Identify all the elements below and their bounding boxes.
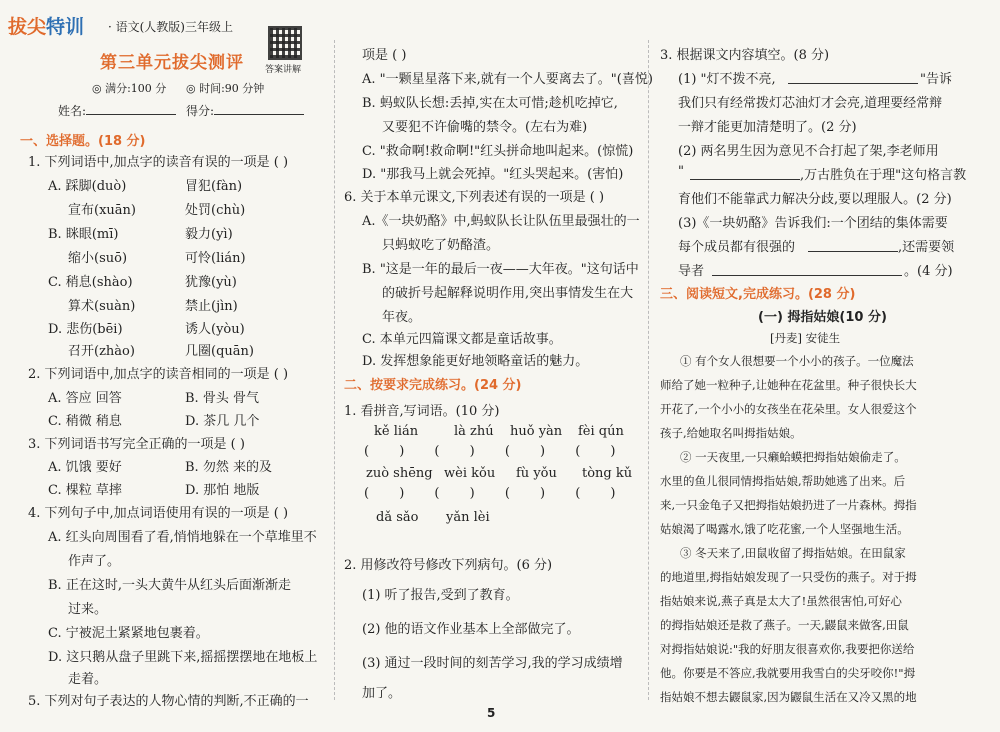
pinyin: fèi qún — [578, 424, 624, 439]
option: C. 本单元四篇课文都是童话故事。 — [362, 332, 562, 347]
section-heading: 一、选择题。(18 分) — [20, 134, 146, 149]
paragraph-line: 孩子,给她取名叫拇指姑娘。 — [660, 426, 802, 440]
pinyin: huǒ yàn — [510, 424, 563, 439]
subject-label: · 语文(人教版)三年级上 — [108, 20, 233, 34]
blank-line[interactable] — [788, 83, 918, 84]
pinyin: dǎ sǎo — [376, 510, 419, 525]
pinyin: fù yǒu — [516, 466, 557, 481]
question: 1. 看拼音,写词语。(10 分) — [344, 404, 500, 419]
paragraph-line: 开花了,一个小小的女孩坐在花朵里。女人很爱这个 — [660, 402, 917, 416]
text: 育他们不能靠武力解决分歧,要以理服人。(2 分) — [678, 192, 952, 207]
option: 只蚂蚁吃了奶酪渣。 — [382, 238, 500, 253]
option: D. 这只鹅从盘子里跳下来,摇摇摆摆地在地板上 — [48, 650, 318, 665]
paragraph-line: ② 一天夜里,一只癞蛤蟆把拇指姑娘偷走了。 — [680, 450, 906, 464]
option: B. 正在这时,一头大黄牛从红头后面渐渐走 — [48, 578, 291, 593]
sentence: 加了。 — [362, 686, 402, 701]
option: C. "救命啊!救命啊!"红头拼命地叫起来。(惊慌) — [362, 144, 634, 159]
text: 我们只有经常拨灯芯油灯才会亮,道理要经常辩 — [678, 96, 943, 111]
option: C. 稍微 稍息 — [48, 414, 122, 429]
name-field[interactable]: 姓名: — [58, 102, 176, 119]
paragraph-line: 对拇指姑娘说:"我的好朋友很喜欢你,我要把你送给 — [660, 642, 915, 656]
option: C. 宁被泥土紧紧地包裹着。 — [48, 626, 209, 641]
option: C. 棵粒 草摔 — [48, 483, 122, 498]
question: 项是 ( ) — [362, 48, 407, 63]
option: 的破折号起解释说明作用,突出事情发生在大 — [382, 286, 634, 301]
paragraph-line: 姑娘渴了喝露水,饿了吃花蜜,一个人坚强地生活。 — [660, 522, 909, 536]
blank-text: 。(4 分) — [904, 264, 953, 279]
full-score: ◎ 满分:100 分 — [92, 82, 167, 95]
pinyin: là zhú — [454, 424, 494, 439]
option: 年夜。 — [382, 310, 422, 325]
exam-title: 第三单元拔尖测评 — [100, 53, 244, 73]
paragraph-line: 指姑娘不想去鼹鼠家,因为鼹鼠生活在又冷又黑的地 — [660, 690, 917, 704]
question: 2. 用修改符号修改下列病句。(6 分) — [344, 558, 553, 573]
paragraph-line: 师给了她一粒种子,让她种在花盆里。种子很快长大 — [660, 378, 917, 392]
text: (3)《一块奶酪》告诉我们:一个团结的集体需要 — [678, 216, 948, 231]
story-author: [丹麦] 安徒生 — [770, 331, 841, 345]
option: 过来。 — [68, 602, 108, 617]
option: B. 蚂蚁队长想:丢掉,实在太可惜;趁机吃掉它, — [362, 96, 618, 111]
option: C. 稍息(shào) — [48, 275, 133, 290]
blank-text: 导者 — [678, 264, 705, 279]
question: 5. 下列对句子表达的人物心情的判断,不正确的一 — [28, 694, 309, 709]
blank-text: "告诉 — [920, 72, 952, 87]
option: 禁止(jìn) — [185, 299, 238, 314]
pinyin: kě lián — [374, 424, 419, 439]
paragraph-line: 来,一只金龟子又把拇指姑娘扔进了一片森林。拇指 — [660, 498, 917, 512]
option: 犹豫(yù) — [185, 275, 237, 290]
paragraph-line: 指姑娘来说,燕子真是太大了!虽然很害怕,可好心 — [660, 594, 902, 608]
column-divider — [334, 40, 336, 700]
sentence: (1) 听了报告,受到了教育。 — [362, 588, 519, 603]
blank-line[interactable] — [690, 179, 800, 180]
option: 算术(suàn) — [68, 299, 136, 314]
paragraph-line: 的地道里,拇指姑娘发现了一只受伤的燕子。对于拇 — [660, 570, 917, 584]
blank-text: " — [678, 164, 684, 179]
option: D. 那怕 地版 — [185, 483, 260, 498]
option: 可怜(lián) — [185, 251, 246, 266]
blank-text: (1) "灯不拨不亮, — [678, 72, 776, 87]
story-title: (一) 拇指姑娘(10 分) — [758, 310, 887, 325]
blank-text: ,还需要领 — [898, 240, 955, 255]
blank-text: ,万古胜负在于理"这句格言教 — [800, 168, 967, 183]
text: 一辩才能更加清楚明了。(2 分) — [678, 120, 857, 135]
question: 4. 下列句子中,加点词语使用有误的一项是 ( ) — [28, 506, 289, 521]
option: 召开(zhào) — [68, 344, 135, 359]
option: 诱人(yòu) — [185, 322, 245, 337]
pinyin: yǎn lèi — [446, 510, 490, 525]
blank-line[interactable] — [808, 251, 898, 252]
question: 3. 下列词语书写完全正确的一项是 ( ) — [28, 437, 245, 452]
column-divider — [648, 40, 650, 700]
paragraph-line: ① 有个女人很想要一个小小的孩子。一位魔法 — [680, 354, 914, 368]
option: A. 红头向周围看了看,悄悄地躲在一个草堆里不 — [48, 530, 317, 545]
blank-line[interactable] — [712, 275, 902, 276]
option: A. 饥饿 要好 — [48, 460, 122, 475]
paragraph-line: 的拇指姑娘还是救了燕子。一天,鼹鼠来做客,田鼠 — [660, 618, 909, 632]
paragraph-line: 水里的鱼儿很同情拇指姑娘,帮助她逃了出来。后 — [660, 474, 906, 488]
paragraph-line: 他。你要是不答应,我就要用我雪白的尖牙咬你!"拇 — [660, 666, 916, 680]
question: 3. 根据课文内容填空。(8 分) — [660, 48, 830, 63]
option: D. 悲伤(bēi) — [48, 322, 123, 337]
text: (2) 两名男生因为意见不合打起了架,李老师用 — [678, 144, 939, 159]
section-heading: 三、阅读短文,完成练习。(28 分) — [660, 287, 856, 302]
pinyin: wèi kǒu — [444, 466, 496, 481]
option: 处罚(chù) — [185, 203, 246, 218]
option: B. 骨头 骨气 — [185, 391, 259, 406]
qr-caption: 答案讲解 — [265, 65, 302, 75]
blank-text: 每个成员都有很强的 — [678, 240, 796, 255]
pinyin: zuò shēng — [366, 466, 433, 481]
option: 宣布(xuān) — [68, 203, 136, 218]
option: B. "这是一年的最后一夜——大年夜。"这句话中 — [362, 262, 639, 277]
option: A. 答应 回答 — [48, 391, 122, 406]
option: B. 眯眼(mī) — [48, 227, 119, 242]
option: D. 发挥想象能更好地领略童话的魅力。 — [362, 354, 589, 369]
option: 冒犯(fàn) — [185, 179, 243, 194]
paragraph-line: ③ 冬天来了,田鼠收留了拇指姑娘。在田鼠家 — [680, 546, 906, 560]
option: 几圈(quān) — [185, 344, 254, 359]
option: 作声了。 — [68, 554, 121, 569]
score-field[interactable]: 得分: — [186, 102, 304, 119]
answer-boxes[interactable]: ( ) ( ) ( ) ( ) — [364, 444, 629, 459]
option: 缩小(suō) — [68, 251, 128, 266]
option: A. 踩脚(duò) — [48, 179, 127, 194]
exam-time: ◎ 时间:90 分钟 — [186, 82, 265, 95]
page-number: 5 — [487, 706, 496, 720]
question: 2. 下列词语中,加点字的读音相同的一项是 ( ) — [28, 367, 289, 382]
option: B. 勿然 来的及 — [185, 460, 272, 475]
option: D. 茶几 几个 — [185, 414, 260, 429]
option: 又要犯不许偷嘴的禁令。(左右为难) — [382, 120, 588, 135]
option: 走着。 — [68, 672, 108, 687]
question: 1. 下列词语中,加点字的读音有误的一项是 ( ) — [28, 155, 289, 170]
option: A.《一块奶酪》中,蚂蚁队长让队伍里最强壮的一 — [362, 214, 640, 229]
option: 毅力(yì) — [185, 227, 233, 242]
question: 6. 关于本单元课文,下列表述有误的一项是 ( ) — [344, 190, 605, 205]
section-heading: 二、按要求完成练习。(24 分) — [344, 378, 522, 393]
pinyin: tòng kǔ — [582, 466, 633, 481]
qr-code-icon[interactable] — [268, 26, 302, 60]
option: A. "一颗星星落下来,就有一个人要离去了。"(喜悦) — [362, 72, 653, 87]
sentence: (2) 他的语文作业基本上全部做完了。 — [362, 622, 580, 637]
option: D. "那我马上就会死掉。"红头哭起来。(害怕) — [362, 167, 624, 182]
sentence: (3) 通过一段时间的刻苦学习,我的学习成绩增 — [362, 656, 623, 671]
brand-logo: 拔尖特训 — [8, 16, 85, 38]
answer-boxes[interactable]: ( ) ( ) ( ) ( ) — [364, 486, 629, 501]
